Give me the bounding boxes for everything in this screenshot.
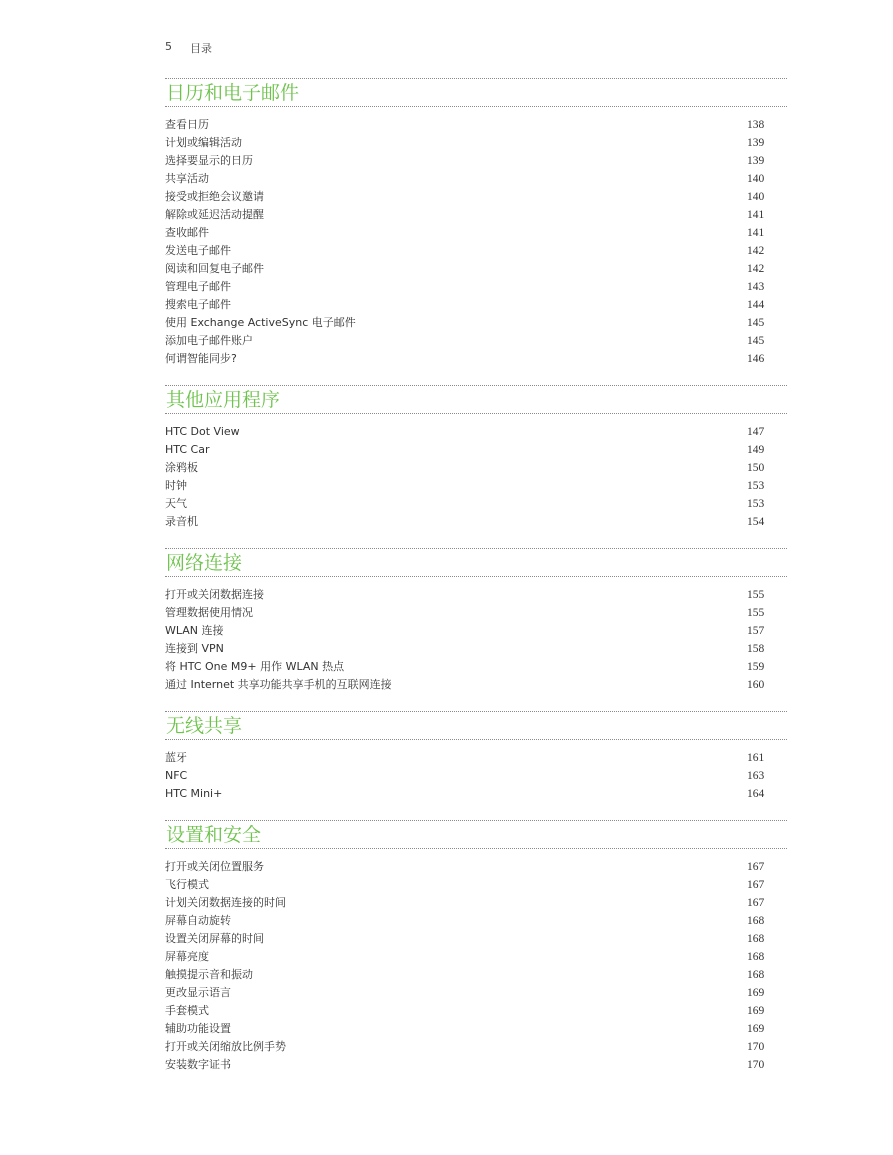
toc-entry-page-number: 142 [747,245,765,257]
toc-section [165,548,787,694]
toc-section [165,820,787,1074]
toc-entry[interactable] [165,858,787,876]
toc-entry[interactable] [165,314,787,332]
toc-entry-page-number: 150 [747,462,765,474]
page-number: 5 [165,40,172,53]
toc-entry-label: 屏幕亮度 [165,950,209,963]
toc-entry-page-number: 143 [747,281,765,293]
toc-entry-label: 飞行模式 [165,878,209,891]
toc-entry-label: 查收邮件 [165,226,209,239]
toc-entry-label: 打开或关闭位置服务 [165,860,264,873]
toc-entry-page-number: 158 [747,643,765,655]
toc-entry[interactable] [165,296,787,314]
toc-entry-label: 录音机 [165,515,198,528]
toc-entry-label: 屏幕自动旋转 [165,914,231,927]
toc-entry-page-number: 168 [747,933,765,945]
toc-entry[interactable] [165,894,787,912]
table-of-contents [165,78,787,1091]
toc-entry-label: 何谓智能同步? [165,352,237,365]
toc-entry-page-number: 139 [747,137,765,149]
toc-entry[interactable] [165,658,787,676]
section-title: 网络连接 [165,548,787,577]
toc-entry[interactable] [165,206,787,224]
toc-entry-label: 计划或编辑活动 [165,136,242,149]
toc-entry-label: 涂鸦板 [165,461,198,474]
toc-entry-page-number: 155 [747,589,765,601]
section-title: 其他应用程序 [165,385,787,414]
toc-entry-page-number: 164 [747,788,765,800]
toc-entry[interactable] [165,332,787,350]
toc-entry-page-number: 170 [747,1041,765,1053]
toc-entry-label: HTC Dot View [165,425,240,438]
section-title: 设置和安全 [165,820,787,849]
section-title: 无线共享 [165,711,787,740]
toc-entry-page-number: 141 [747,227,765,239]
toc-section [165,711,787,803]
toc-entry-label: 打开或关闭缩放比例手势 [165,1040,286,1053]
toc-entry-label: 蓝牙 [165,751,187,764]
toc-entry[interactable] [165,767,787,785]
toc-entry-page-number: 138 [747,119,765,131]
toc-entry-label: 选择要显示的日历 [165,154,253,167]
toc-entry[interactable] [165,1056,787,1074]
toc-entry-page-number: 149 [747,444,765,456]
toc-entry-label: 打开或关闭数据连接 [165,588,264,601]
toc-entry-page-number: 170 [747,1059,765,1071]
toc-entry[interactable] [165,459,787,477]
toc-entry[interactable] [165,622,787,640]
toc-entry-page-number: 155 [747,607,765,619]
toc-entry[interactable] [165,152,787,170]
toc-entry-page-number: 140 [747,173,765,185]
toc-entry-label: HTC Mini+ [165,787,223,800]
toc-entry[interactable] [165,242,787,260]
toc-entry-label: 更改显示语言 [165,986,231,999]
toc-entry[interactable] [165,423,787,441]
toc-entry-label: 触摸提示音和振动 [165,968,253,981]
header-title: 目录 [190,42,212,55]
section-title: 日历和电子邮件 [165,78,787,107]
toc-entry-page-number: 142 [747,263,765,275]
toc-entry-label: 时钟 [165,479,187,492]
toc-entry-page-number: 139 [747,155,765,167]
toc-entry-label: NFC [165,769,188,782]
toc-entry-label: 搜索电子邮件 [165,298,231,311]
toc-entry-label: 安装数字证书 [165,1058,231,1071]
toc-entry[interactable] [165,116,787,134]
toc-entry-page-number: 159 [747,661,765,673]
toc-entry[interactable] [165,513,787,531]
toc-entry-label: 查看日历 [165,118,209,131]
toc-entry-page-number: 145 [747,317,765,329]
toc-entry[interactable] [165,224,787,242]
toc-entry-page-number: 154 [747,516,765,528]
toc-entry-label: 设置关闭屏幕的时间 [165,932,264,945]
toc-entry-page-number: 167 [747,861,765,873]
toc-entry-page-number: 168 [747,951,765,963]
toc-entry[interactable] [165,134,787,152]
toc-entry[interactable] [165,785,787,803]
toc-entry[interactable] [165,170,787,188]
toc-entry-label: 管理电子邮件 [165,280,231,293]
toc-entry-page-number: 141 [747,209,765,221]
toc-entry-label: 通过 Internet 共享功能共享手机的互联网连接 [165,678,392,691]
toc-entry[interactable] [165,1038,787,1056]
toc-entry[interactable] [165,1020,787,1038]
toc-entry-page-number: 167 [747,897,765,909]
toc-entry-page-number: 168 [747,915,765,927]
toc-entry-label: 解除或延迟活动提醒 [165,208,264,221]
toc-entry[interactable] [165,930,787,948]
toc-entry[interactable] [165,966,787,984]
toc-entry-label: 连接到 VPN [165,642,224,655]
toc-entry[interactable] [165,676,787,694]
toc-entry[interactable] [165,188,787,206]
toc-entry[interactable] [165,604,787,622]
toc-entry[interactable] [165,640,787,658]
toc-entry[interactable] [165,876,787,894]
toc-entry[interactable] [165,495,787,513]
toc-entry-label: WLAN 连接 [165,624,224,637]
toc-entry-label: 辅助功能设置 [165,1022,231,1035]
toc-entry[interactable] [165,586,787,604]
toc-entry-label: 将 HTC One M9+ 用作 WLAN 热点 [165,660,345,673]
toc-entry-label: HTC Car [165,443,210,456]
toc-entry-label: 发送电子邮件 [165,244,231,257]
toc-entry-page-number: 146 [747,353,765,365]
toc-entry-label: 手套模式 [165,1004,209,1017]
toc-entry-label: 计划关闭数据连接的时间 [165,896,286,909]
toc-entry-page-number: 145 [747,335,765,347]
toc-entry[interactable] [165,278,787,296]
toc-entry[interactable] [165,948,787,966]
toc-entry-page-number: 161 [747,752,765,764]
toc-section [165,385,787,531]
toc-entry-page-number: 169 [747,1023,765,1035]
toc-entry-page-number: 167 [747,879,765,891]
toc-entry-label: 添加电子邮件账户 [165,334,253,347]
page-header [165,40,212,56]
toc-entry[interactable] [165,749,787,767]
toc-entry-page-number: 153 [747,498,765,510]
toc-entry-label: 阅读和回复电子邮件 [165,262,264,275]
toc-entry-page-number: 169 [747,1005,765,1017]
toc-entry[interactable] [165,260,787,278]
toc-section [165,78,787,368]
toc-entry-page-number: 140 [747,191,765,203]
toc-entry[interactable] [165,1002,787,1020]
toc-entry-label: 共享活动 [165,172,209,185]
toc-entry-page-number: 163 [747,770,765,782]
toc-entry[interactable] [165,912,787,930]
toc-entry-label: 天气 [165,497,187,510]
toc-entry[interactable] [165,441,787,459]
toc-entry-label: 管理数据使用情况 [165,606,253,619]
toc-entry[interactable] [165,984,787,1002]
toc-entry[interactable] [165,477,787,495]
toc-entry-page-number: 168 [747,969,765,981]
toc-entry-label: 使用 Exchange ActiveSync 电子邮件 [165,316,356,329]
toc-entry-page-number: 153 [747,480,765,492]
toc-entry-page-number: 157 [747,625,765,637]
toc-entry-page-number: 147 [747,426,765,438]
toc-entry-label: 接受或拒绝会议邀请 [165,190,264,203]
toc-entry[interactable] [165,350,787,368]
toc-entry-page-number: 160 [747,679,765,691]
toc-entry-page-number: 169 [747,987,765,999]
toc-entry-page-number: 144 [747,299,765,311]
